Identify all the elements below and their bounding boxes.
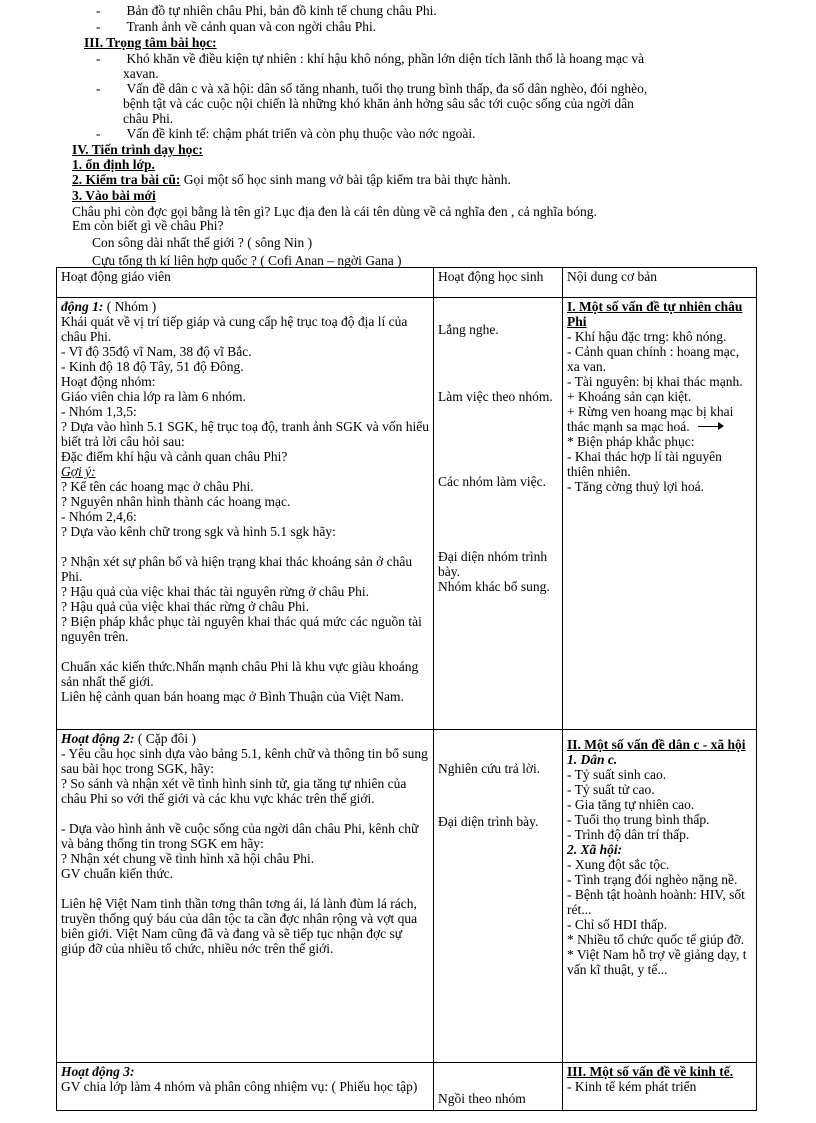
row1-hint-label: Gợi ý: — [61, 464, 96, 479]
row1-teacher-line: - Nhóm 1,3,5: — [61, 404, 137, 419]
row2-content-line: - Trình độ dân trí thấp. — [567, 827, 690, 842]
row1-student-line: Đại diện nhóm trình bày. — [438, 549, 548, 579]
row1-teacher-line: ? Nguyên nhân hình thành các hoang mạc. — [61, 494, 291, 509]
row1-teacher-line: ? Dựa vào hình 5.1 SGK, hệ trục toạ độ, tranh ảnh SGK và vốn hiểu biết trả lời câu hỏi sau: — [61, 419, 429, 449]
row1-content-line: + Khoáng sản cạn kiệt. — [567, 389, 692, 404]
focus-item-1: - Khó khăn về điều kiện tự nhiên : khí hậu khô nóng, phần lớn diện tích lãnh thổ là hoang mạc và — [96, 51, 645, 66]
table-row — [57, 298, 757, 730]
row2-sub2: 2. Xã hội: — [567, 842, 623, 857]
focus-item-3: - Vấn đề kinh tế: chậm phát triển và còn phụ thuộc vào nớc ngoài. — [96, 126, 476, 141]
row2-student-line: Nghiên cứu trả lời. — [438, 761, 541, 776]
focus-item-1-cont: xavan. — [123, 66, 159, 81]
lead-line-1: Châu phi còn đợc gọi bằng là tên gì? Lục địa đen là cái tên dùng về cả nghĩa đen , cả nghĩa bóng. — [72, 204, 597, 219]
row1-student-cell — [434, 298, 563, 730]
row1-content-cell — [563, 298, 757, 730]
focus-item-2: - Vấn đề dân c và xã hội: dân số tăng nhanh, tuổi thọ trung bình thấp, đa số dân nghèo, đói nghèo, — [96, 81, 648, 96]
header-student: Hoạt động học sinh — [434, 268, 563, 298]
row1-student-line: Nhóm khác bổ sung. — [438, 579, 550, 594]
row1-content-line: - Tăng cờng thuỷ lợi hoá. — [567, 479, 705, 494]
row1-subtitle: ( Nhóm ) — [103, 299, 157, 314]
row3-student-cell — [434, 1063, 563, 1111]
row1-teacher-line: Liên hệ cảnh quan bán hoang mạc ở Bình Thuận của Việt Nam. — [61, 689, 404, 704]
row2-teacher-line: ? So sánh và nhận xét về tình hình sinh tử, gia tăng tự nhiên của châu Phi so với thế giới và các khu vực khác trên thế giới. — [61, 776, 407, 806]
row1-content-line: - Khai thác hợp lí tài nguyên thiên nhiên. — [567, 449, 722, 479]
table-row — [57, 730, 757, 1063]
row2-content-line: - Gia tăng tự nhiên cao. — [567, 797, 695, 812]
row1-teacher-line: ? Kể tên các hoang mạc ở châu Phi. — [61, 479, 254, 494]
row1-content-line: - Tài nguyên: bị khai thác mạnh. — [567, 374, 743, 389]
row3-content-cell — [563, 1063, 757, 1111]
row1-student-line: Các nhóm làm việc. — [438, 474, 546, 489]
row1-teacher-line: Hoạt động nhóm: — [61, 374, 156, 389]
material-item-1: - Bản đồ tự nhiên châu Phi, bản đồ kinh tế chung châu Phi. — [96, 3, 437, 18]
table-header-row — [57, 268, 757, 298]
row2-subtitle: ( Cặp đôi ) — [134, 731, 197, 746]
row1-teacher-line: ? Hậu quả của việc khai thác tài nguyên rừng ở châu Phi. — [61, 584, 369, 599]
row1-teacher-line: Giáo viên chia lớp ra làm 6 nhóm. — [61, 389, 246, 404]
lead-line-4: Cựu tổng th kí liên hợp quốc ? ( Cofi Anan – ngời Gana ) — [92, 253, 402, 268]
row2-content-line: - Tỷ suất tử cao. — [567, 782, 655, 797]
row2-teacher-line: - Dựa vào hình ảnh về cuộc sống của ngời dân châu Phi, kênh chữ và bảng thống tin trong SGK em hãy: — [61, 821, 419, 851]
step-1: 1. ổn định lớp. — [72, 157, 155, 172]
row1-teacher-line: - Nhóm 2,4,6: — [61, 509, 137, 524]
row1-teacher-line: - Kinh độ 18 độ Tây, 51 độ Đông. — [61, 359, 244, 374]
row2-content-cell — [563, 730, 757, 1063]
row1-content-line: + Rừng ven hoang mạc bị khai thác mạnh sa mạc hoá. — [567, 404, 734, 434]
row1-title: động 1: — [61, 299, 104, 314]
row2-content-line: - Tuổi thọ trung bình thấp. — [567, 812, 710, 827]
row3-title: Hoạt động 3: — [61, 1064, 135, 1079]
row3-teacher-line: GV chia lớp làm 4 nhóm và phân công nhiệm vụ: ( Phiếu học tập) — [61, 1079, 418, 1094]
row2-content-line: * Nhiều tổ chức quốc tế giúp đỡ. — [567, 932, 745, 947]
row2-student-cell — [434, 730, 563, 1063]
row1-teacher-line: Đặc điểm khí hậu và cảnh quan châu Phi? — [61, 449, 288, 464]
row2-content-heading: II. Một số vấn đề dân c - xã hội — [567, 737, 746, 752]
row1-student-line: Làm việc theo nhóm. — [438, 389, 553, 404]
table-row — [57, 1063, 757, 1111]
header-teacher: Hoạt động giáo viên — [57, 268, 434, 298]
step-3: 3. Vào bài mới — [72, 188, 156, 203]
row1-teacher-line: ? Dựa vào kênh chữ trong sgk và hình 5.1 sgk hãy: — [61, 524, 336, 539]
row2-content-line: * Việt Nam hỗ trợ về giảng dạy, t vấn kĩ thuật, y tế... — [567, 947, 747, 977]
section-3-heading: III. Trọng tâm bài học: — [84, 35, 217, 50]
row1-teacher-line: ? Hậu quả của việc khai thác rừng ở châu Phi. — [61, 599, 309, 614]
row2-content-line: - Tình trạng đói nghèo nặng nề. — [567, 872, 738, 887]
lead-line-3: Con sông dài nhất thế giới ? ( sông Nin ) — [92, 235, 313, 250]
row3-teacher-cell — [57, 1063, 434, 1111]
right-arrow-icon — [698, 426, 722, 427]
lead-line-2: Em còn biết gì về châu Phi? — [72, 218, 224, 233]
focus-item-2-cont2: châu Phi. — [123, 111, 174, 126]
row1-content-line: - Khí hậu đặc trng: khô nóng. — [567, 329, 727, 344]
row2-sub1: 1. Dân c. — [567, 752, 618, 767]
material-item-2: - Tranh ảnh về cảnh quan và con ngời châu Phi. — [96, 19, 377, 34]
row1-teacher-line: - Vĩ độ 35độ vĩ Nam, 38 độ vĩ Bắc. — [61, 344, 252, 359]
lesson-table — [56, 267, 757, 1111]
row2-teacher-line: Liên hệ Việt Nam tinh thần tơng thân tơng ái, lá lành đùm lá rách, truyền thống quý báu của dân tộc ta cần đợc nhân rộng và vợt qua biên giới. Việt Nam cũng đã và đang và sẽ tiếp tục nhận đợc sự giúp đỡ của nhiều tổ chức, nhiều nớc trên thế giới. — [61, 896, 418, 956]
row3-content-heading: III. Một số vấn đề về kinh tế. — [567, 1064, 734, 1079]
focus-item-2-cont: bệnh tật và các cuộc nội chiến là những khó khăn ảnh hởng sâu sắc tới cuộc sống của ngời dân — [123, 96, 634, 111]
row1-content-line: * Biện pháp khắc phục: — [567, 434, 695, 449]
row1-teacher-line: ? Biện pháp khắc phục tài nguyên khai thác quá mức các nguồn tài nguyên trên. — [61, 614, 422, 644]
row2-title: Hoạt động 2: — [61, 731, 135, 746]
row2-teacher-line: - Yêu cầu học sinh dựa vào bảng 5.1, kênh chữ và thông tin bổ sung sau bài học trong SGK, hãy: — [61, 746, 428, 776]
row1-content-heading: I. Một số vấn đề tự nhiên châu Phi — [567, 299, 743, 329]
row2-content-line: - Tỷ suất sinh cao. — [567, 767, 667, 782]
row3-student-line: Ngồi theo nhóm — [438, 1091, 526, 1106]
row2-content-line: - Chỉ số HDI thấp. — [567, 917, 668, 932]
row2-student-line: Đại diện trình bày. — [438, 814, 539, 829]
row1-teacher-line: Chuẩn xác kiến thức.Nhấn mạnh châu Phi là khu vực giàu khoáng sản nhất thế giới. — [61, 659, 419, 689]
row2-content-line: - Xung đột sắc tộc. — [567, 857, 670, 872]
row1-student-line: Lắng nghe. — [438, 322, 499, 337]
section-4-heading: IV. Tiến trình dạy học: — [72, 142, 203, 157]
row1-teacher-line: ? Nhận xét sự phân bố và hiện trạng khai thác khoáng sản ở châu Phi. — [61, 554, 413, 584]
header-content: Nội dung cơ bản — [563, 268, 757, 298]
row1-content-line: - Cảnh quan chính : hoang mạc, xa van. — [567, 344, 740, 374]
row2-teacher-cell — [57, 730, 434, 1063]
row2-content-line: - Bệnh tật hoành hoành: HIV, sốt rét... — [567, 887, 745, 917]
row2-teacher-line: ? Nhận xét chung về tình hình xã hội châu Phi. — [61, 851, 315, 866]
row3-content-line: - Kinh tế kém phát triển — [567, 1079, 697, 1094]
row2-teacher-line: GV chuẩn kiến thức. — [61, 866, 174, 881]
row1-teacher-cell — [57, 298, 434, 730]
step-2: 2. Kiểm tra bài cũ: Gọi một số học sinh mang vở bài tập kiểm tra bài thực hành. — [72, 172, 511, 187]
row1-teacher-line: Khái quát về vị trí tiếp giáp và cung cấp hệ trục toạ độ địa lí của châu Phi. — [61, 314, 408, 344]
